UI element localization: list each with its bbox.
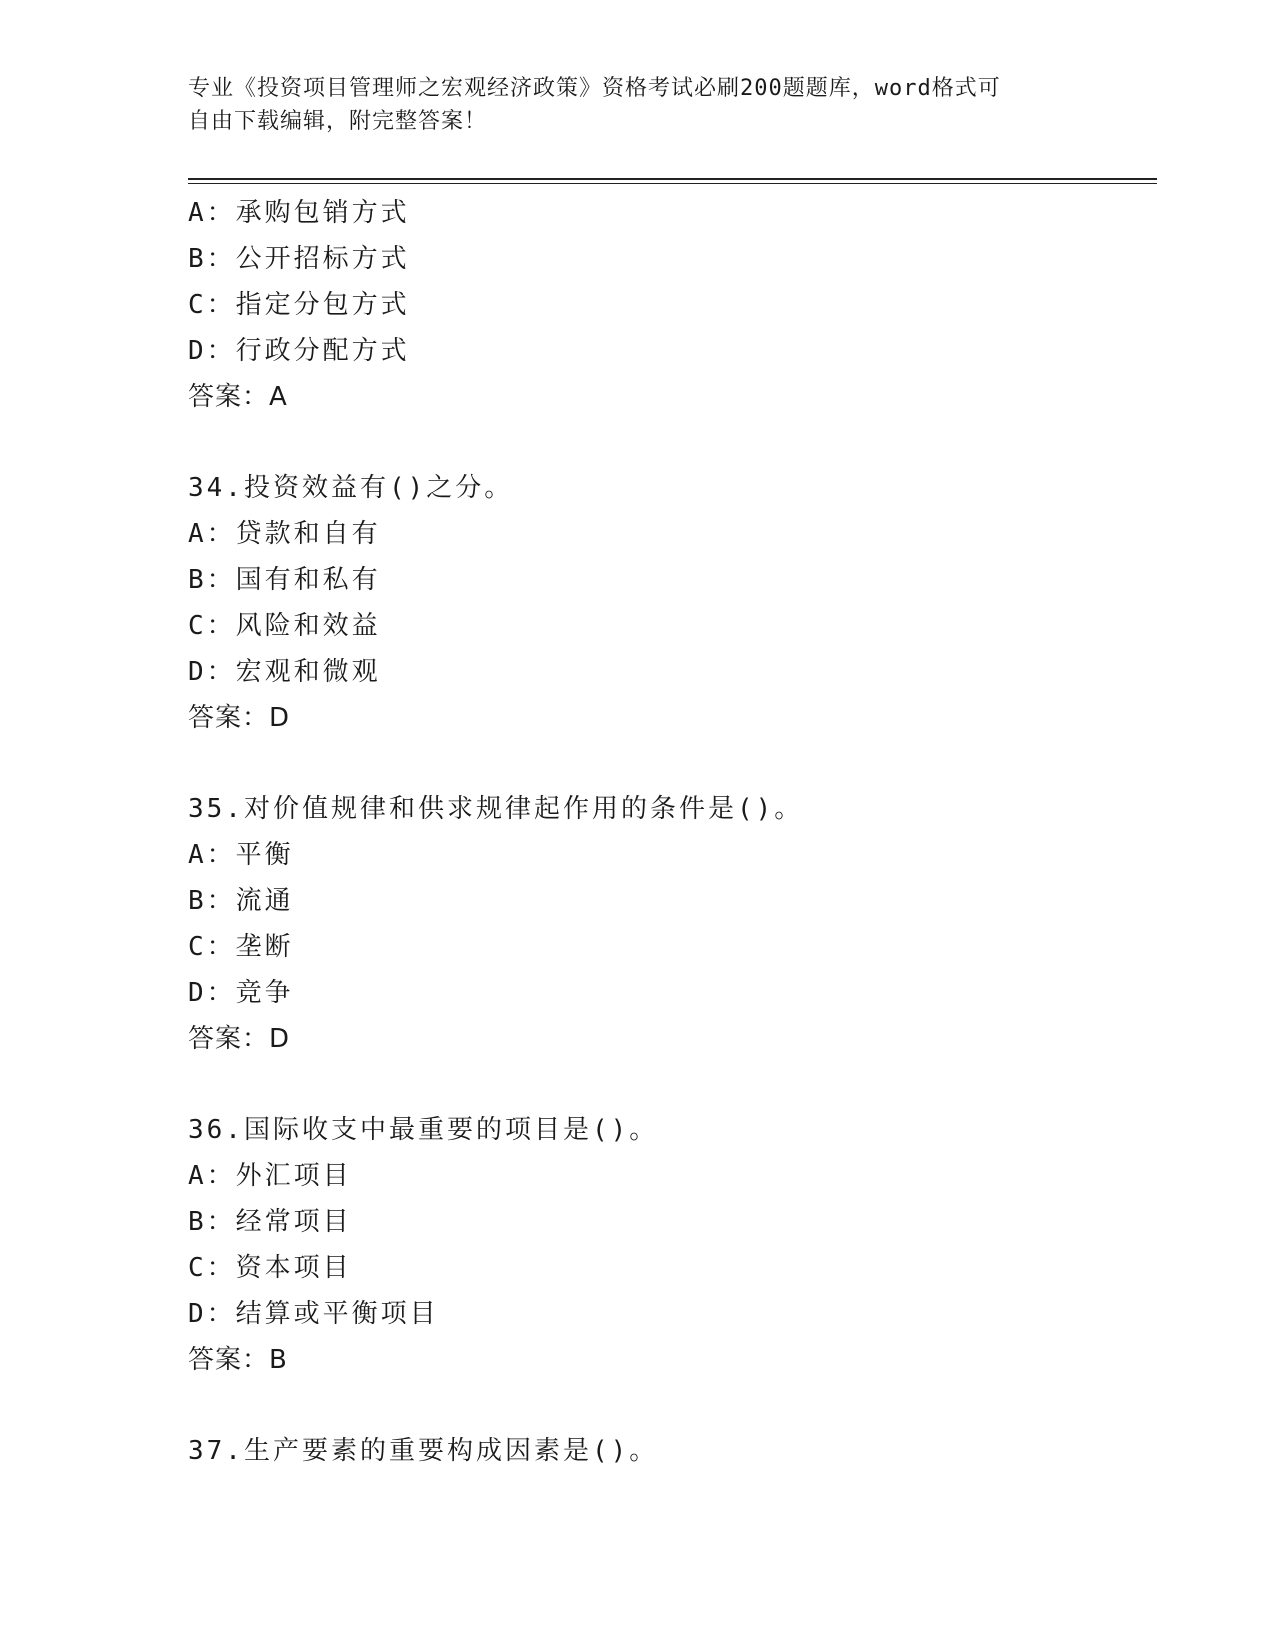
question-block [188,1428,1148,1474]
answer-line: 答案：B [188,1345,288,1375]
spacer [188,1062,1148,1107]
question-block [188,465,1148,741]
question-block [188,190,1148,420]
answer-line: 答案：D [188,703,291,733]
option-c: C：指定分包方式 [188,290,410,320]
option-a: A：平衡 [188,840,294,870]
option-b: B：公开招标方式 [188,244,410,274]
header-title-line-1: 专业《投资项目管理师之宏观经济政策》资格考试必刷200题题库，word格式可 [188,76,1001,101]
question-list [188,190,1148,1474]
question-stem: 37.生产要素的重要构成因素是()。 [188,1436,659,1466]
question-block [188,1107,1148,1383]
option-a: A：外汇项目 [188,1161,352,1191]
option-a: A：承购包销方式 [188,198,410,228]
answer-line: 答案：A [188,382,288,412]
option-a: A：贷款和自有 [188,519,381,549]
question-block [188,786,1148,1062]
spacer [188,420,1148,465]
option-c: C：风险和效益 [188,611,381,641]
option-d: D：结算或平衡项目 [188,1299,439,1329]
header-title-line-2: 自由下载编辑，附完整答案！ [188,109,488,134]
document-header [188,72,1088,138]
option-d: D：宏观和微观 [188,657,381,687]
option-b: B：经常项目 [188,1207,352,1237]
spacer [188,741,1148,786]
option-d: D：行政分配方式 [188,336,410,366]
option-b: B：国有和私有 [188,565,381,595]
spacer [188,1383,1148,1428]
question-stem: 34.投资效益有()之分。 [188,473,514,503]
question-stem: 36.国际收支中最重要的项目是()。 [188,1115,659,1145]
option-b: B：流通 [188,886,294,916]
option-d: D：竞争 [188,978,294,1008]
question-stem: 35.对价值规律和供求规律起作用的条件是()。 [188,794,804,824]
option-c: C：资本项目 [188,1253,352,1283]
answer-line: 答案：D [188,1024,291,1054]
header-divider [188,178,1157,184]
option-c: C：垄断 [188,932,294,962]
